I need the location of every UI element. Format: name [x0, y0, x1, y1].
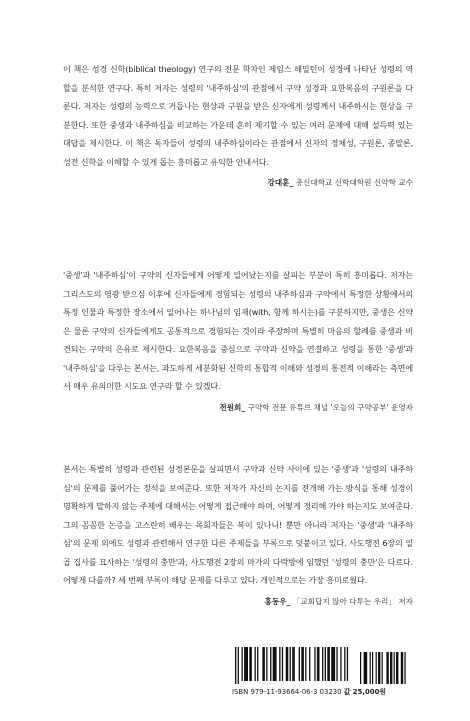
barcode-bar [266, 647, 267, 681]
barcode-bar [249, 647, 252, 681]
endorser-signature [63, 177, 413, 189]
price-label: 값 25,000원 [343, 688, 387, 696]
barcode-addon-bar [394, 652, 395, 684]
endorser-name: 홍동우_ [264, 596, 291, 606]
endorser-affiliation: 총신대학교 신학대학원 신약학 교수 [295, 178, 413, 187]
barcode-addon-bar [378, 652, 380, 684]
barcode-bar [292, 647, 295, 681]
barcode-addon-bar [386, 652, 388, 684]
barcode-addon-bar [396, 652, 398, 684]
barcode-addon-bar [372, 652, 373, 684]
barcode-bar [282, 647, 283, 681]
endorsement-text: 이 책은 성경 신학(biblical theology) 연구의 전문 학자인 제임스 해밀턴이 성경에 나타난 성령의 역할을 분석한 연구다. 특히 저자는 성령의 '내주하심'의 관점에서 구약 성경과 요한복음의 구원론을 다룬다. 저자는 성령의 능력으로 거듭나는 현상과 구원을 받은 신자에게 성령께서 내주하시는 현상을 구분한다. 또한 중생과 내주하심을 비교하는 가운데 흔히 제기할 수 있는 여러 문제에 대해 설득력 있는 대답을 제시한다. 이 책은 독자들이 성령의 내주하심이라는 관점에서 신자의 정체성, 구원론, 종말론, 성전 신학을 이해할 수 있게 돕는 흥미롭고 유익한 안내서다. [63, 64, 413, 167]
barcode-bar [347, 647, 348, 681]
barcode-bar [257, 647, 258, 681]
endorser-name: 강대훈_ [267, 178, 294, 187]
barcode-bar [344, 647, 345, 681]
barcode-bar [242, 647, 243, 681]
barcode-bar [305, 647, 306, 681]
barcode-bar [299, 647, 300, 681]
barcode-bar [273, 647, 277, 681]
barcode-addon-bar [376, 652, 377, 684]
barcode-bar [322, 647, 323, 681]
endorsement-3 [63, 460, 413, 608]
barcode-addon-bar [382, 652, 383, 684]
barcode-bar [235, 647, 236, 684]
barcode-bar [340, 647, 341, 681]
barcode-bar [286, 647, 289, 681]
barcode-addon-bar [401, 652, 403, 684]
endorser-signature [63, 402, 413, 414]
barcode-bar [336, 647, 337, 681]
barcode-bar [238, 647, 239, 684]
barcode-bar [301, 647, 304, 681]
endorser-affiliation: 「교회답지 않아 다투는 우리」 저자 [292, 596, 413, 606]
barcode-bar [309, 647, 310, 681]
endorser-signature [63, 596, 413, 608]
barcode-bar [255, 647, 256, 681]
barcode-addon-bar [364, 652, 368, 684]
barcode-bar [279, 647, 280, 681]
isbn-line [232, 686, 416, 696]
endorser-affiliation: 구약학 전문 유튜브 채널 '오늘의 구약공부' 운영자 [247, 402, 413, 412]
barcode-bar [244, 647, 248, 681]
barcode-addon-bar [390, 652, 392, 684]
barcode-bar [290, 647, 291, 681]
barcode-addon-bar [404, 652, 405, 684]
isbn-number: ISBN 979-11-93664-06-3 03230 [232, 688, 342, 696]
isbn-barcode [232, 647, 416, 684]
endorsement-1 [63, 60, 413, 189]
barcode-block [232, 647, 416, 696]
barcode-bar [262, 647, 265, 681]
endorsement-text: 본서는 특별히 성령과 관련된 성경본문을 살피면서 구약과 신약 사이에 있는 '중생'과 '성령의 내주하심'의 문제를 풀어가는 정석을 보여준다. 또한 저자가 자신의 논지를 전개해 가는 방식을 통해 성경이 명확하게 말하지 않는 주제에 대해서는 어떻게 접근해야 하며, 어떻게 정리해 가야 하는지도 보여준다. 그의 꼼꼼한 논증을 고스란히 배우는 목회자들은 복이 있나니! 뿐만 아니라 저자는 '중생'과 '내주하심'의 문제 외에도 성령과 관련해서 연구한 다른 주제들을 부록으로 덧붙이고 있다. 사도행전 6장의 일곱 집사를 묘사하는 '성령의 충만'과, 사도행전 2장의 마가의 다락방에 임했던 '성령의 충만'은 다르다. 어떻게 다를까? 세 번째 부록이 해당 문제를 다루고 있다. 개인적으로는 가장 흥미로웠다. [63, 464, 413, 585]
barcode-bar [331, 647, 335, 681]
barcode-bar [327, 647, 330, 681]
barcode-addon-bar [360, 652, 361, 684]
barcode-addon-bar [370, 652, 371, 684]
endorsement-text: '중생'과 '내주하심'이 구약의 신자들에게 어떻게 일어났는지를 살피는 부분이 특히 흥미롭다. 저자는 그리스도의 영광 받으심 이후에 신자들에게 경험되는 성령의 내주하심과 구약에서 특정한 상황에서의 특정 인물과 특정한 장소에서 일어나는 하나님의 임재(with, 함께 하시는)를 구분하지만, 중생은 신약은 물론 구약의 신자들에게도 공통적으로 경험되는 것이라 주장하며 특별히 마음의 할례를 중생과 비견되는 구약의 은유로 제시한다. 요한복음을 중심으로 구약과 신약을 연결하고 성령을 통한 '중생'과 '내주하심'을 다루는 본서는, 과도하게 세분화된 신학의 통합적 이해와 성경의 통전적 이해라는 측면에서 매우 유의미한 시도요 연구라 할 수 있겠다. [63, 270, 413, 391]
endorser-name: 전원희_ [219, 402, 246, 412]
barcode-bar [317, 647, 320, 681]
barcode-bar [325, 647, 326, 681]
barcode-bar [270, 647, 271, 681]
barcode-bar [314, 647, 315, 681]
endorsement-2 [63, 266, 413, 414]
